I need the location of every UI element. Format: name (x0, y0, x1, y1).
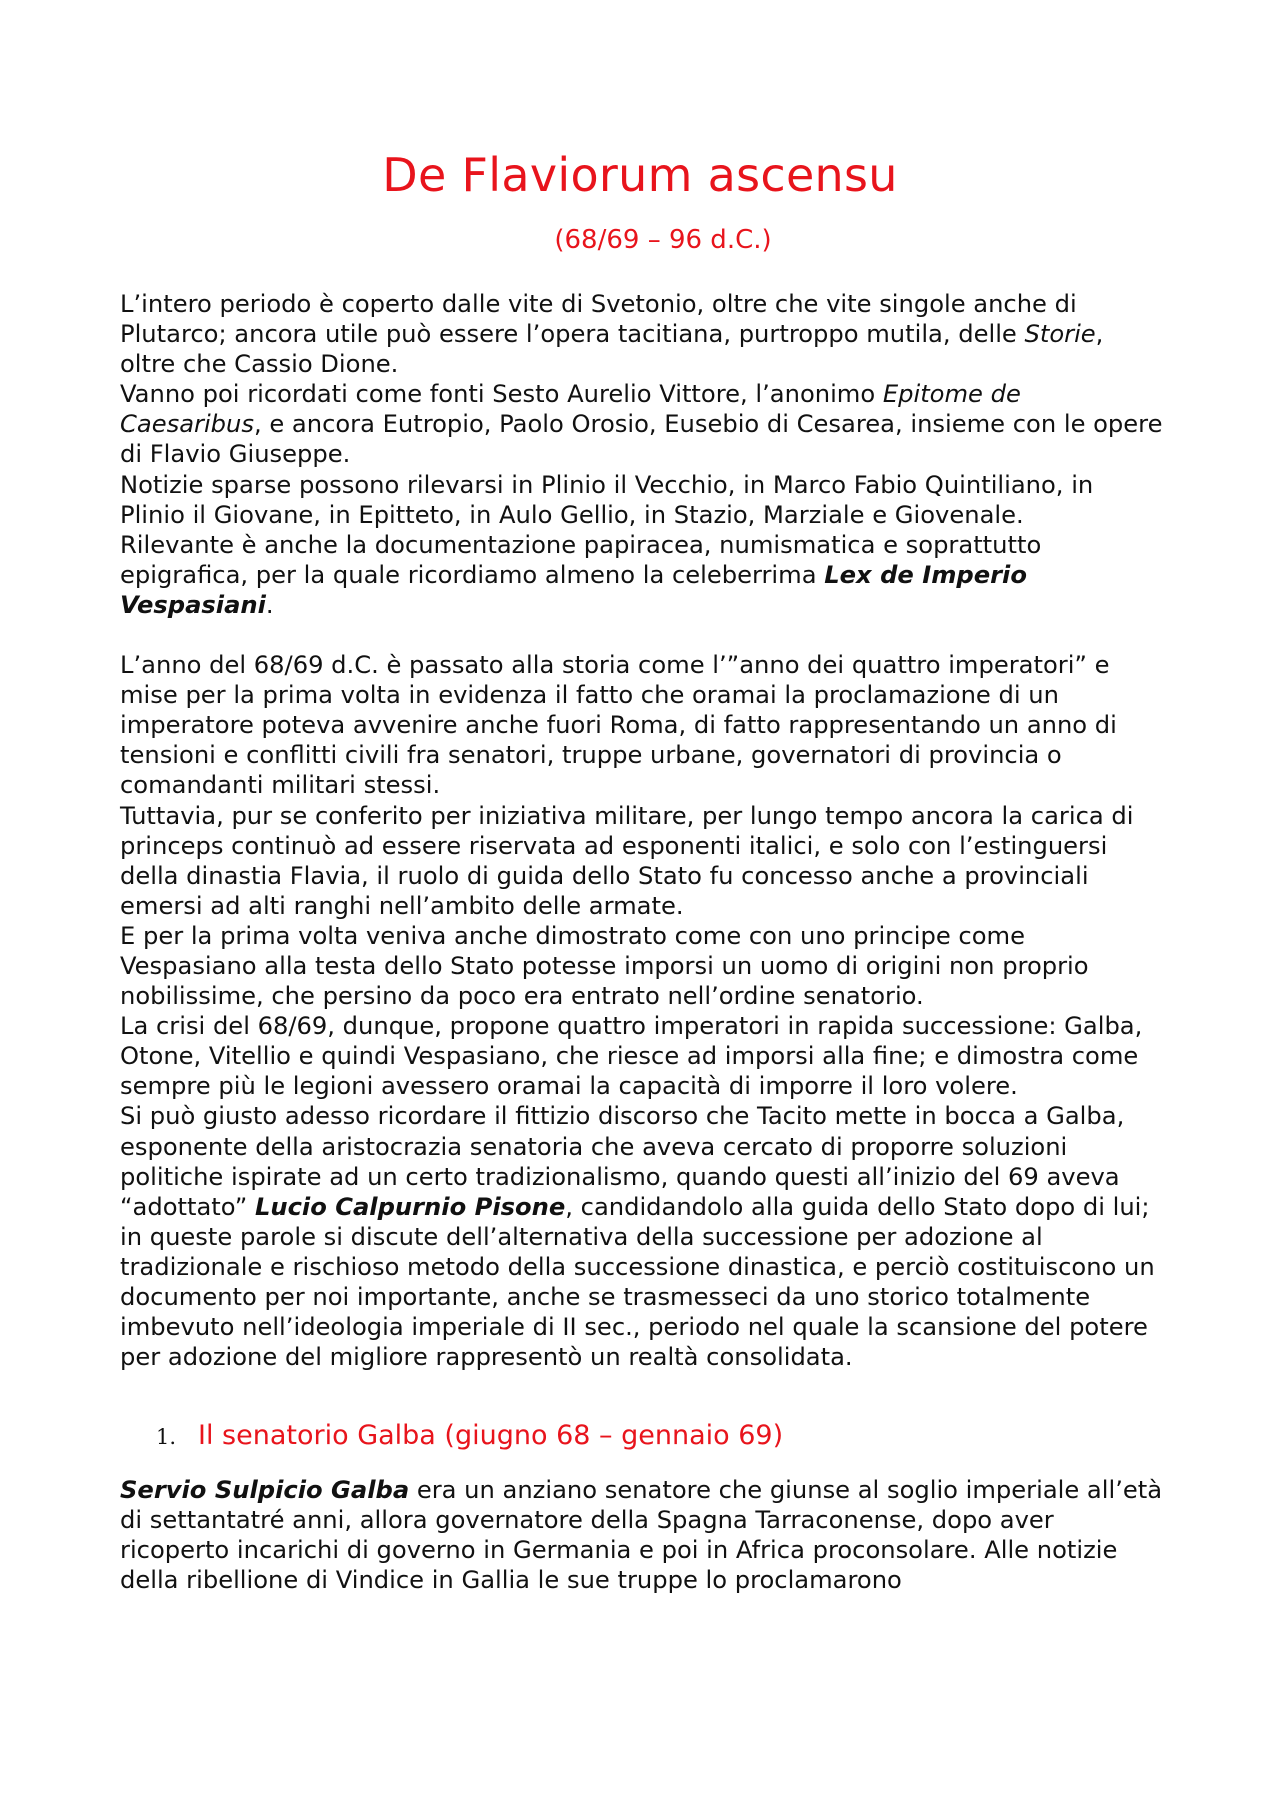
emphasis-epitome: Epitome de Caesaribus (120, 380, 1021, 439)
paragraph-scattered-notes: Notizie sparse possono rilevarsi in Plinio il Vecchio, in Marco Fabio Quintiliano, in Plinio il Giovane, in Epitteto, in Aulo Gellio, in Stazio, Marziale e Giovenale. (120, 470, 1094, 529)
document-body (120, 289, 1165, 1595)
section-spacer-after (120, 1453, 1165, 1475)
paragraph-vespasian: E per la prima volta veniva anche dimostrato come con uno principe come Vespasiano alla testa dello Stato potesse imporsi un uomo di origini non proprio nobilissime, che persino da poco era entrato nell’ordine senatorio. (120, 921, 1089, 1011)
section-heading-galba (120, 1420, 1165, 1452)
paragraph-tacitus: Si può giusto adesso ricordare il fittizio discorso che Tacito mette in bocca a Galba, esponente della aristocrazia senatoria che aveva cercato di proporre soluzioni politiche ispirate ad un certo tradizionalismo, quando questi all’inizio del 69 aveva “adottato” Lucio Calpurnio Pisone, candidandolo alla guida dello Stato dopo di lui; in queste parole si discute dell’alternativa della successione per adozione al tradizionale e rischioso metodo della successione dinastica, e perciò costituiscono un documento per noi importante, anche se trasmesseci da uno storico totalmente imbevuto nell’ideologia imperiale di II sec., periodo nel quale la scansione del potere per adozione del migliore rappresentò un realtà consolidata. (120, 1102, 1155, 1372)
paragraph-four-emperors: L’anno del 68/69 d.C. è passato alla storia come l’”anno dei quattro imperatori” e mise per la prima volta in evidenza il fatto che oramai la proclamazione di un imperatore poteva avvenire anche fuori Roma, di fatto rappresentando un anno di tensioni e conflitti civili fra senatori, truppe urbane, governatori di provincia o comandanti militari stessi. (120, 651, 1117, 800)
paragraph-sources: L’intero periodo è coperto dalle vite di Svetonio, oltre che vite singole anche di Plutarco; ancora utile può essere l’opera tacitiana, purtroppo mutila, delle Storie, oltre che Cassio Dione. (120, 290, 1104, 379)
emphasis-galba: Servio Sulpicio Galba (120, 1475, 410, 1504)
paragraph-galba: Servio Sulpicio Galba era un anziano senatore che giunse al soglio imperiale all’età di settantatré anni, allora governatore della Spagna Tarraconense, dopo aver ricoperto incarichi di governo in Germania e poi in Africa proconsolare. Alle notizie della ribellione di Vindice in Gallia le sue truppe lo proclamarono (120, 1475, 1163, 1594)
paragraph-spacer (120, 620, 1165, 650)
emphasis-lex: Lex de Imperio Vespasiani (120, 560, 1027, 619)
section-spacer (120, 1372, 1165, 1420)
page-title: De Flaviorum ascensu (382, 148, 898, 202)
paragraph-crisis: La crisi del 68/69, dunque, propone quattro imperatori in rapida successione: Galba, Otone, Vitellio e quindi Vespasiano, che riesce ad imporsi alla fine; e dimostra come sempre più le legioni avessero oramai la capacità di imporre il loro volere. (120, 1012, 1143, 1101)
paragraph-princeps: Tuttavia, pur se conferito per iniziativa militare, per lungo tempo ancora la carica di princeps continuò ad essere riservata ad esponenti italici, e solo con l’estinguersi della dinastia Flavia, il ruolo di guida dello Stato fu concesso anche a provinciali emersi ad alti ranghi nell’ambito delle armate. (120, 801, 1134, 920)
paragraph-documentation: Rilevante è anche la documentazione papiracea, numismatica e soprattutto epigrafica, per la quale ricordiamo almeno la celeberrima Lex de Imperio Vespasiani. (120, 530, 1042, 619)
section-title: Il senatorio Galba (giugno 68 – gennaio 69) (198, 1420, 784, 1452)
page-subtitle: (68/69 – 96 d.C.) (554, 225, 772, 255)
emphasis-storie: Storie (1024, 320, 1096, 349)
section-number: 1. (156, 1425, 177, 1450)
paragraph-other-sources: Vanno poi ricordati come fonti Sesto Aurelio Vittore, l’anonimo Epitome de Caesaribus, e ancora Eutropio, Paolo Orosio, Eusebio di Cesarea, insieme con le opere di Flavio Giuseppe. (120, 380, 1163, 469)
emphasis-pisone: Lucio Calpurnio Pisone (254, 1192, 566, 1221)
